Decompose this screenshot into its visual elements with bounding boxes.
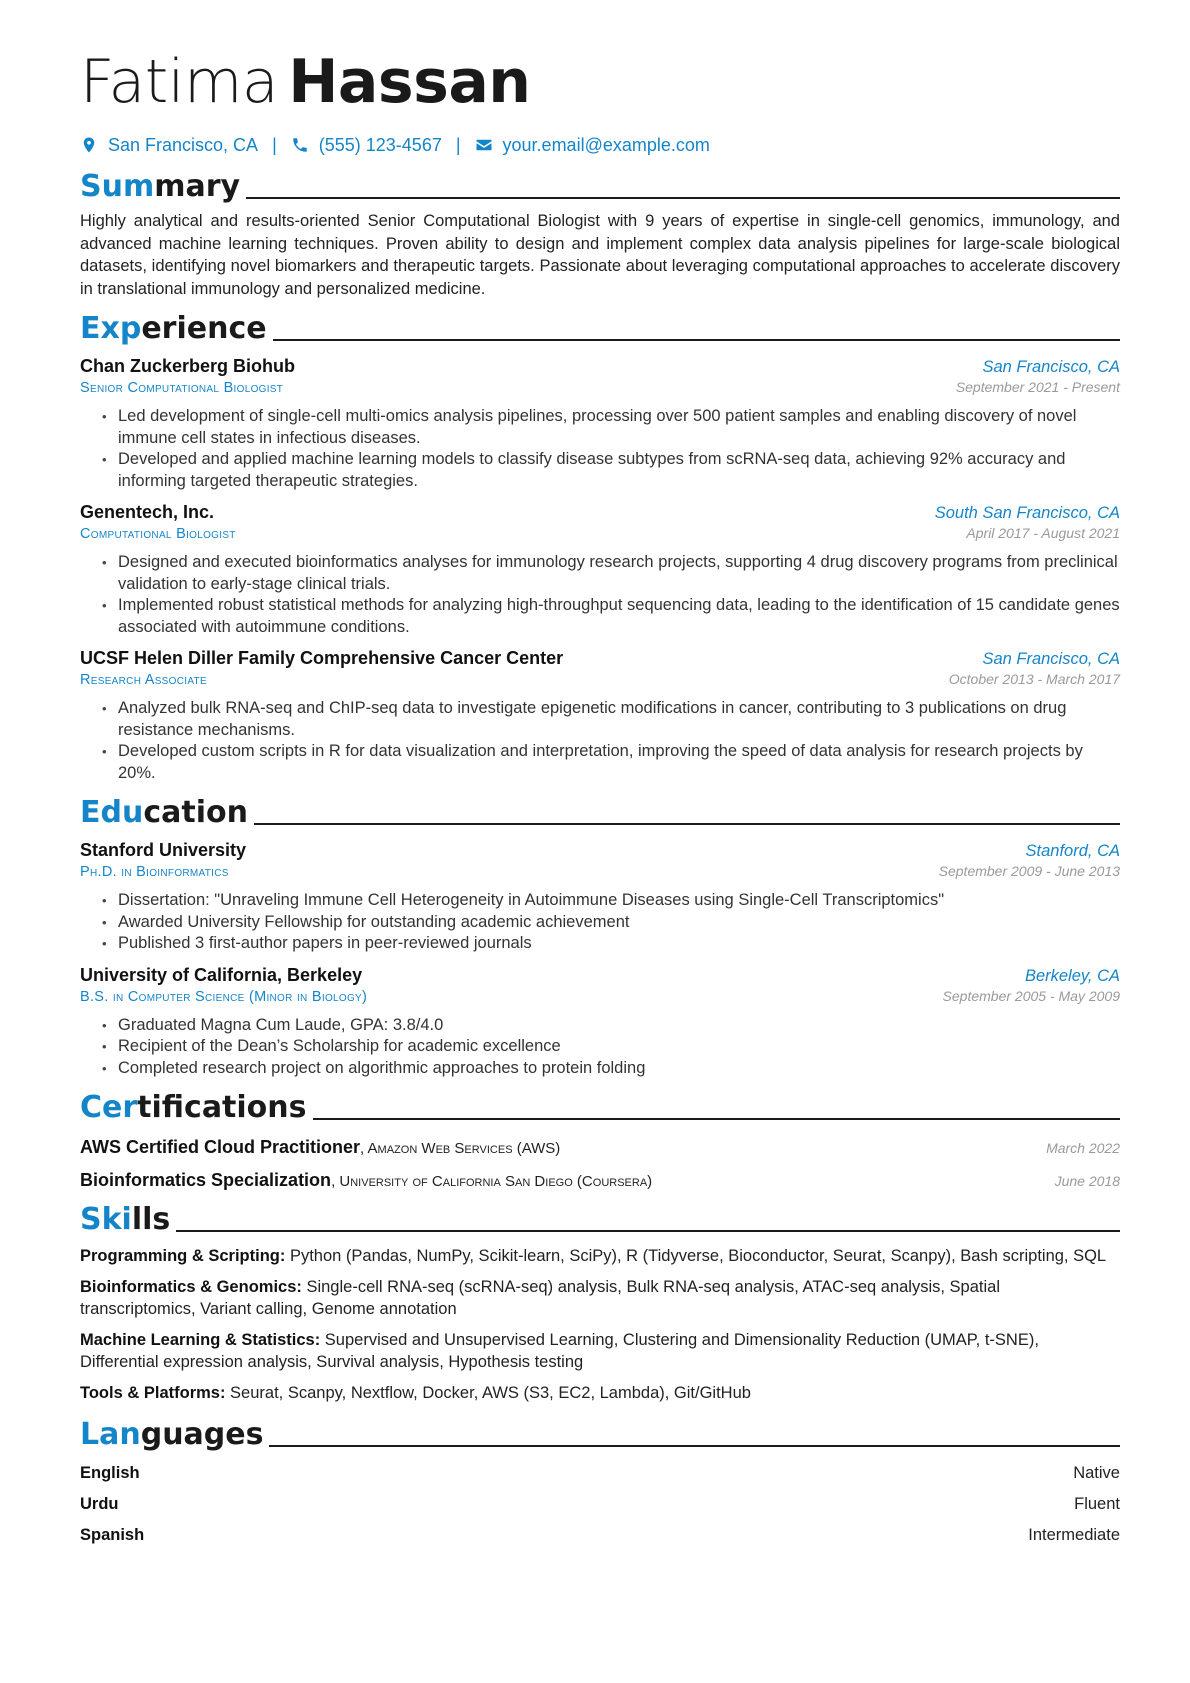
- phone-text: (555) 123-4567: [318, 134, 442, 155]
- contact-separator: |: [455, 134, 461, 155]
- skill-value: Single-cell RNA-seq (scRNA-seq) analysis, Bulk RNA-seq analysis, ATAC-seq analysis, Spatial transcriptomics, Variant calling, Genome annotation: [80, 1277, 1001, 1318]
- section-rule: [273, 339, 1120, 341]
- skill-label: Machine Learning & Statistics:: [80, 1330, 321, 1349]
- entry-organization: UCSF Helen Diller Family Comprehensive Cancer Center: [80, 648, 564, 668]
- language-level: Native: [1073, 1464, 1120, 1482]
- entry-role: Research Associate: [80, 672, 207, 688]
- summary-heading: [80, 170, 1120, 204]
- entry-bullets: [80, 552, 1120, 638]
- skill-group: [80, 1329, 1120, 1374]
- certification-date: June 2018: [1054, 1173, 1120, 1189]
- entry-dates: April 2017 - August 2021: [966, 525, 1120, 541]
- bullet-item: • Published 3 first-author papers in peer-reviewed journals: [102, 933, 1120, 955]
- certification-issuer: , University of California San Diego (Coursera): [331, 1173, 653, 1190]
- entry-dates: September 2021 - Present: [955, 379, 1120, 395]
- entry-location: San Francisco, CA: [982, 358, 1120, 376]
- language-name: Spanish: [80, 1526, 145, 1544]
- entry-dates: October 2013 - March 2017: [948, 671, 1120, 687]
- entry-role: Senior Computational Biologist: [80, 380, 284, 396]
- section-rule: [176, 1230, 1120, 1232]
- skills-heading-accent: Ski: [80, 1202, 132, 1237]
- bullet-item: • Recipient of the Dean’s Scholarship for academic excellence: [102, 1036, 1120, 1058]
- summary-text: Highly analytical and results-oriented Senior Computational Biologist with 9 years of expertise in single-cell genomics, immunology, and advanced machine learning techniques. Proven ability to design and implement complex data analysis pipelines for large-scale biological datasets, identifying novel biomarkers and therapeutic targets. Passionate about leveraging computational approaches to accelerate discovery in translational immunology and personalized medicine.: [80, 212, 1120, 298]
- entry-location: Stanford, CA: [1025, 842, 1120, 860]
- entry-organization: Genentech, Inc.: [80, 502, 215, 522]
- bullet-item: • Completed research project on algorithmic approaches to protein folding: [102, 1058, 1120, 1080]
- entry-dates: September 2009 - June 2013: [938, 863, 1120, 879]
- section-rule: [254, 823, 1120, 825]
- contact-email[interactable]: [475, 135, 710, 156]
- certification-name: Bioinformatics Specialization: [80, 1170, 332, 1190]
- languages-heading: [80, 1418, 1120, 1452]
- skill-group: [80, 1245, 1120, 1268]
- bullet-item: • Developed custom scripts in R for data visualization and interpretation, improving the speed of data analysis for research projects by 20%.: [102, 741, 1120, 784]
- language-name: Urdu: [80, 1495, 119, 1513]
- entry-bullets: [80, 406, 1120, 492]
- contact-phone[interactable]: [291, 135, 442, 156]
- contact-separator: |: [272, 134, 277, 155]
- education-entry: [80, 965, 1120, 1080]
- entry-location: South San Francisco, CA: [934, 504, 1120, 522]
- entry-location: San Francisco, CA: [982, 650, 1120, 668]
- entry-degree: B.S. in Computer Science (Minor in Biology): [80, 988, 368, 1005]
- bullet-item: • Graduated Magna Cum Laude, GPA: 3.8/4.0: [102, 1015, 1120, 1037]
- section-rule: [269, 1445, 1120, 1447]
- skill-value: Python (Pandas, NumPy, Scikit-learn, SciPy), R (Tidyverse, Bioconductor, Seurat, Scanpy), Bash scripting, SQL: [285, 1247, 1107, 1265]
- bullet-item: • Implemented robust statistical methods for analyzing high-throughput sequencing data, leading to the identification of 15 candidate genes associated with autoimmune conditions.: [102, 595, 1120, 638]
- certifications-heading-accent: Cer: [80, 1090, 138, 1125]
- entry-bullets: [80, 698, 1120, 784]
- languages-heading-accent: Lan: [80, 1417, 141, 1452]
- summary-heading-rest: mary: [154, 169, 241, 204]
- entry-degree: Ph.D. in Bioinformatics: [80, 864, 229, 880]
- section-rule: [246, 197, 1120, 199]
- experience-entry: [80, 502, 1120, 638]
- location-text: San Francisco, CA: [108, 134, 259, 155]
- education-heading-accent: Edu: [80, 795, 144, 830]
- entry-organization: Chan Zuckerberg Biohub: [80, 356, 296, 376]
- certification-item: [80, 1170, 1120, 1191]
- envelope-icon: [475, 136, 493, 154]
- entry-institution: Stanford University: [80, 840, 247, 860]
- entry-role: Computational Biologist: [80, 526, 236, 542]
- entry-dates: September 2005 - May 2009: [942, 987, 1120, 1004]
- bullet-item: • Led development of single-cell multi-omics analysis pipelines, processing over 500 patient samples and enabling discovery of novel immune cell states in infectious diseases.: [102, 406, 1120, 449]
- certification-issuer: , Amazon Web Services (AWS): [360, 1140, 561, 1157]
- skill-value: Seurat, Scanpy, Nextflow, Docker, AWS (S3, EC2, Lambda), Git/GitHub: [225, 1383, 751, 1402]
- skills-heading: [80, 1203, 1120, 1237]
- bullet-item: • Developed and applied machine learning models to classify disease subtypes from scRNA-seq data, achieving 92% accuracy and informing targeted therapeutic strategies.: [102, 449, 1120, 492]
- entry-bullets: [80, 1015, 1120, 1080]
- contact-location: [80, 135, 258, 156]
- phone-icon: [291, 136, 309, 154]
- certifications-heading-rest: tifications: [137, 1090, 307, 1125]
- experience-heading-accent: Exp: [80, 311, 142, 346]
- experience-entry: [80, 648, 1120, 784]
- experience-entry: [80, 356, 1120, 492]
- experience-heading: [80, 312, 1120, 346]
- certification-name: AWS Certified Cloud Practitioner: [80, 1137, 361, 1157]
- language-level: Intermediate: [1028, 1526, 1120, 1544]
- summary-heading-accent: Sum: [80, 169, 155, 204]
- section-rule: [313, 1118, 1120, 1120]
- contact-bar: [80, 132, 1120, 158]
- education-heading: [80, 796, 1120, 830]
- certifications-heading: [80, 1091, 1120, 1125]
- education-heading-rest: cation: [143, 795, 248, 830]
- candidate-name: [80, 42, 1120, 120]
- language-name: English: [80, 1464, 140, 1482]
- entry-location: Berkeley, CA: [1024, 966, 1120, 985]
- education-entry: [80, 840, 1120, 955]
- skill-group: [80, 1382, 1120, 1405]
- language-item: [80, 1494, 1120, 1514]
- bullet-item: • Designed and executed bioinformatics analyses for immunology research projects, supporting 4 drug discovery programs from preclinical validation to early-stage clinical trials.: [102, 552, 1120, 595]
- experience-heading-rest: erience: [141, 311, 267, 346]
- email-text: your.email@example.com: [502, 134, 710, 155]
- skills-heading-rest: lls: [131, 1202, 171, 1237]
- skill-label: Bioinformatics & Genomics:: [80, 1277, 302, 1296]
- entry-bullets: [80, 890, 1120, 955]
- language-level: Fluent: [1074, 1495, 1120, 1513]
- first-name: Fatima: [80, 47, 279, 117]
- bullet-item: • Analyzed bulk RNA-seq and ChIP-seq data to investigate epigenetic modifications in cancer, contributing to 3 publications on drug resistance mechanisms.: [102, 698, 1120, 741]
- bullet-item: • Dissertation: "Unraveling Immune Cell Heterogeneity in Autoimmune Diseases using Single-Cell Transcriptomics": [102, 890, 1120, 912]
- skill-group: [80, 1276, 1120, 1321]
- map-pin-icon: [80, 136, 98, 154]
- certification-date: March 2022: [1046, 1140, 1120, 1156]
- resume-page: [80, 42, 1120, 1545]
- certification-item: [80, 1137, 1120, 1158]
- language-item: [80, 1463, 1120, 1483]
- skill-label: Programming & Scripting:: [80, 1247, 286, 1265]
- language-item: [80, 1525, 1120, 1545]
- last-name: Hassan: [288, 47, 531, 117]
- entry-institution: University of California, Berkeley: [80, 964, 363, 985]
- skill-value: Supervised and Unsupervised Learning, Clustering and Dimensionality Reduction (UMAP, t-SNE), Differential expression analysis, Survival analysis, Hypothesis testing: [80, 1330, 1039, 1371]
- skill-label: Tools & Platforms:: [80, 1383, 226, 1402]
- languages-heading-rest: guages: [140, 1417, 264, 1452]
- bullet-item: • Awarded University Fellowship for outstanding academic achievement: [102, 912, 1120, 934]
